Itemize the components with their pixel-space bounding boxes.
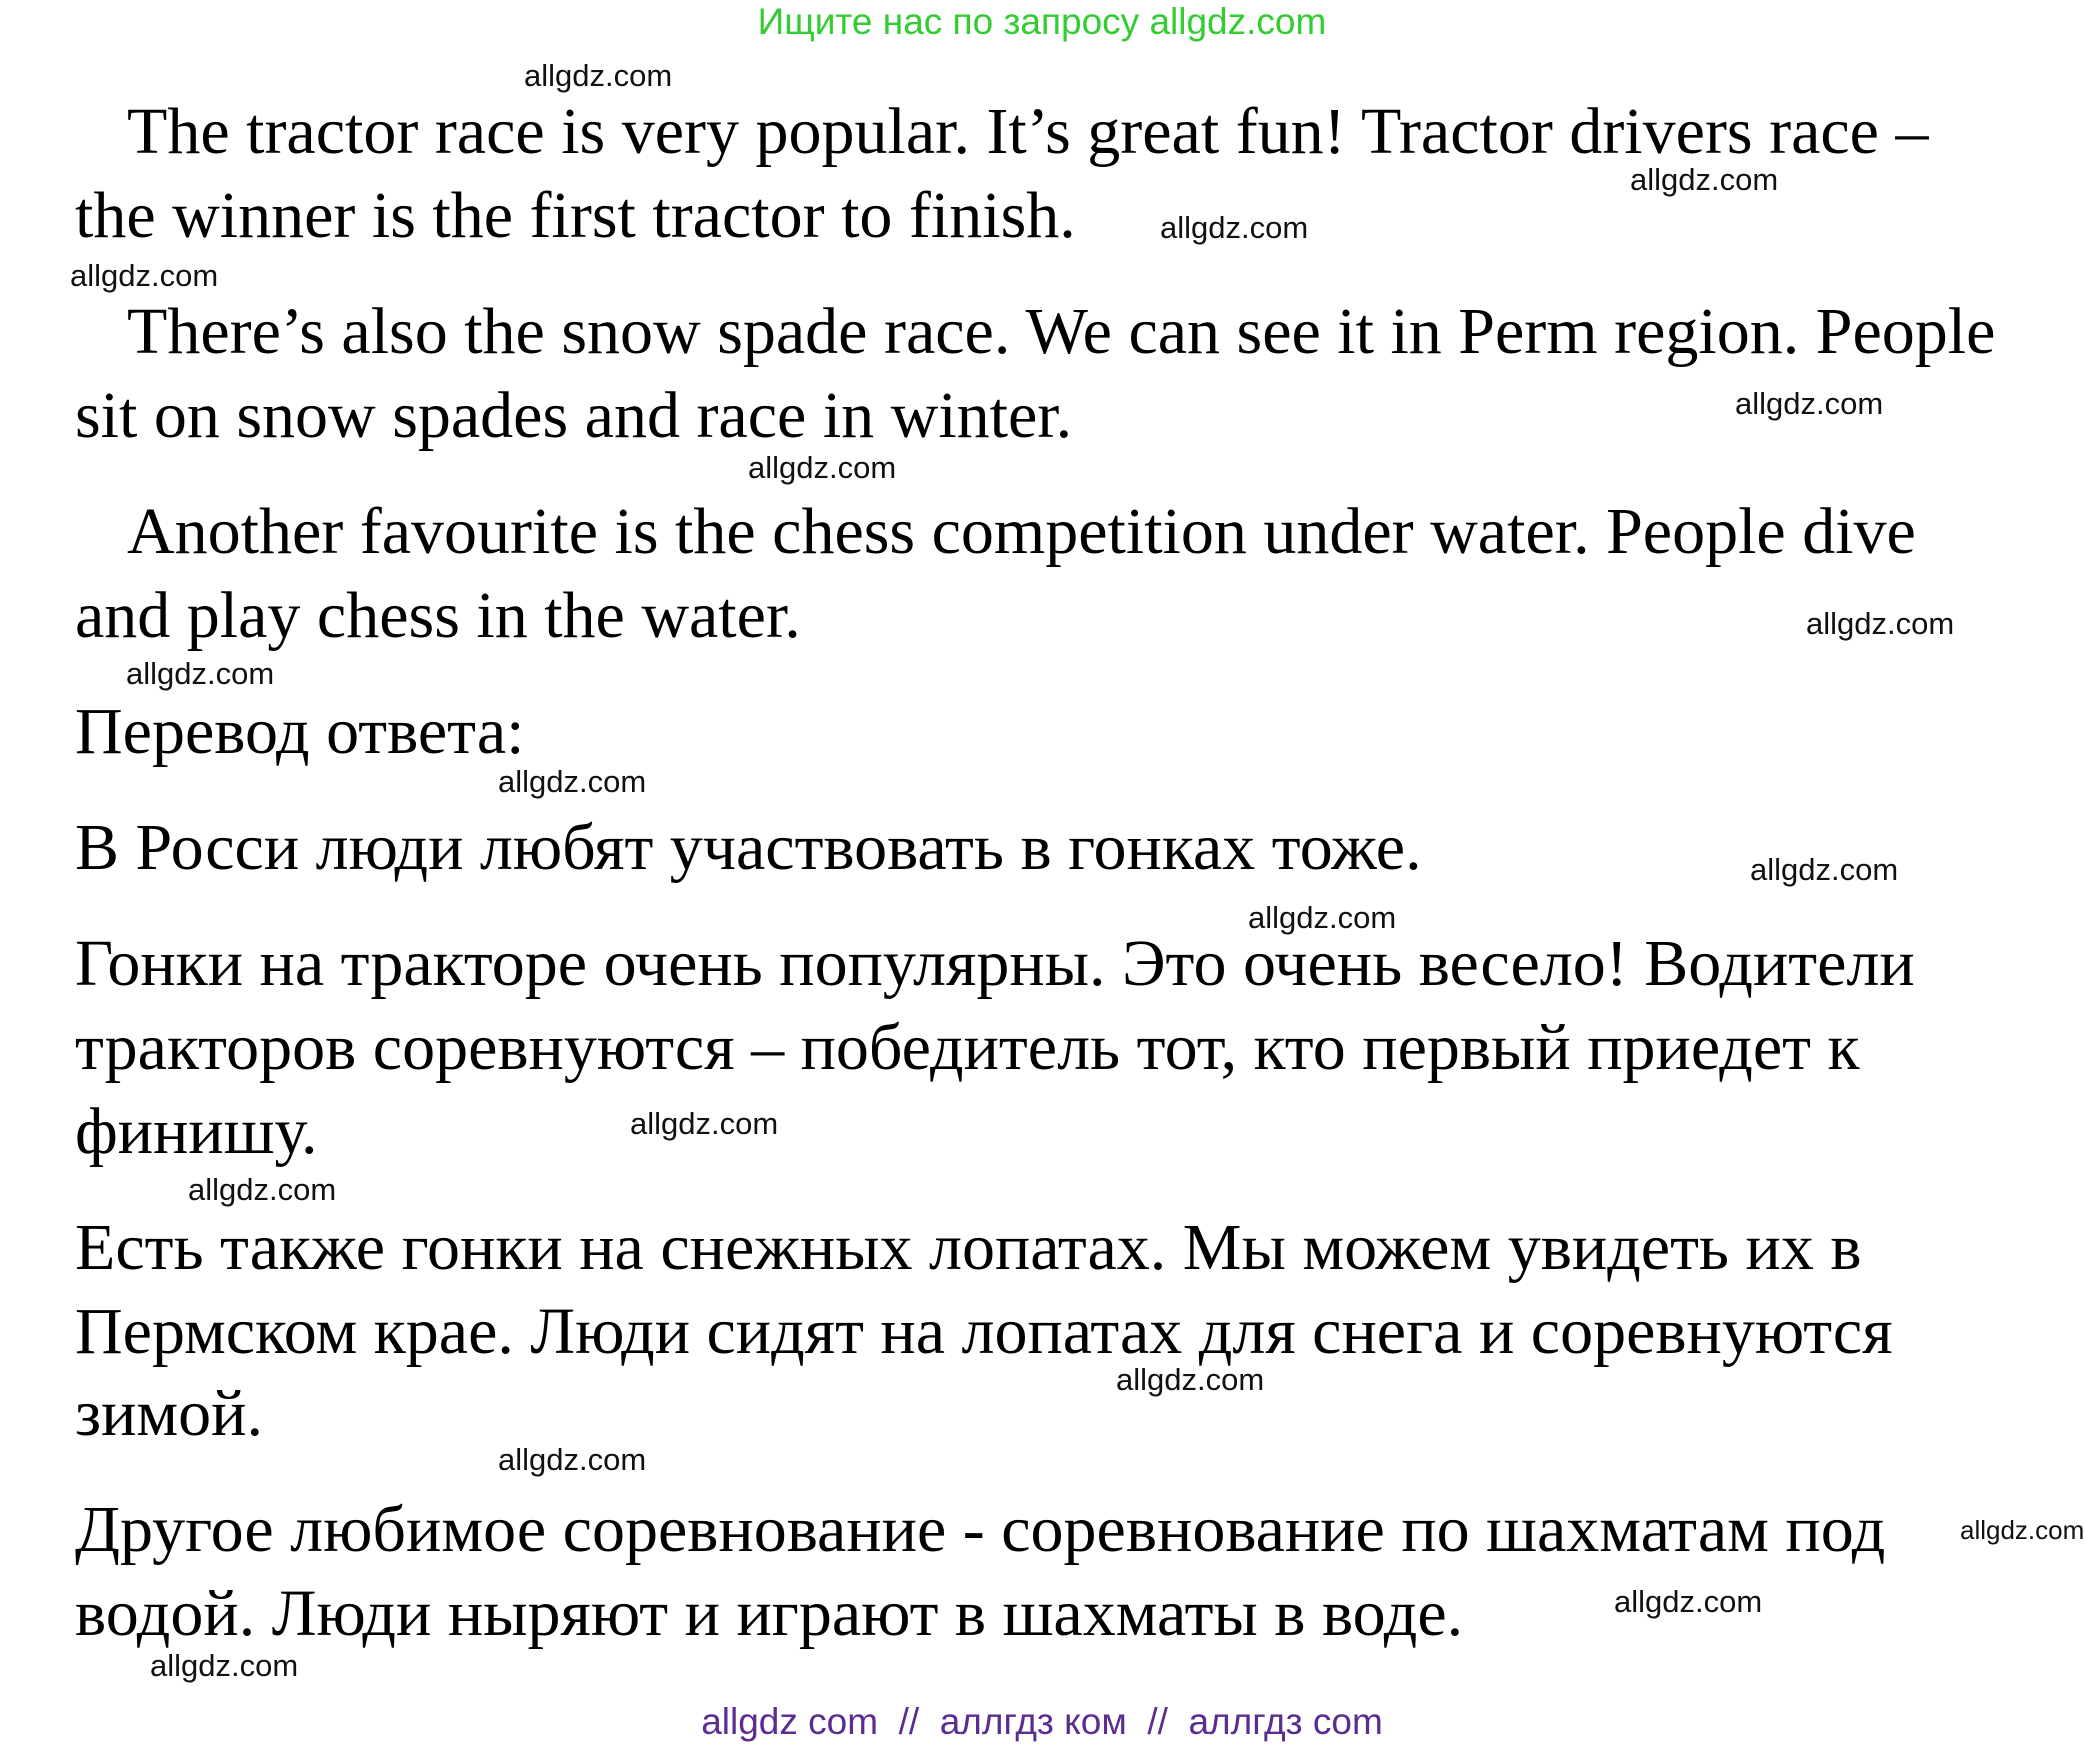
translation-line-4: финишу. bbox=[75, 1095, 318, 1168]
watermark: allgdz.com bbox=[1750, 852, 1899, 887]
watermark: allgdz.com bbox=[1806, 606, 1955, 641]
watermark: allgdz.com bbox=[70, 258, 219, 293]
watermark: allgdz.com bbox=[1630, 162, 1779, 197]
translation-line-1: В Росси люди любят участвовать в гонках тоже. bbox=[75, 811, 1422, 884]
watermark: allgdz.com bbox=[126, 656, 275, 691]
watermark: allgdz.com bbox=[524, 58, 673, 93]
watermark: allgdz.com bbox=[1960, 1515, 2084, 1545]
english-line-1: The tractor race is very popular. It’s great fun! Tractor drivers race – bbox=[127, 95, 1929, 168]
watermark: allgdz.com bbox=[1116, 1362, 1265, 1397]
english-line-6: and play chess in the water. bbox=[75, 579, 801, 652]
translation-line-5: Есть также гонки на снежных лопатах. Мы можем увидеть их в bbox=[75, 1211, 1862, 1284]
watermark: allgdz.com bbox=[1248, 900, 1397, 935]
watermark: allgdz.com bbox=[1735, 386, 1884, 421]
translation-line-2: Гонки на тракторе очень популярны. Это очень весело! Водители bbox=[75, 927, 1915, 1000]
translation-line-9: водой. Люди ныряют и играют в шахматы в воде. bbox=[75, 1577, 1464, 1650]
english-line-5: Another favourite is the chess competition under water. People dive bbox=[127, 495, 1916, 568]
watermark: allgdz.com bbox=[498, 1442, 647, 1477]
watermark: allgdz.com bbox=[188, 1172, 337, 1207]
translation-line-6: Пермском крае. Люди сидят на лопатах для снега и соревнуются bbox=[75, 1295, 1893, 1368]
english-line-4: sit on snow spades and race in winter. bbox=[75, 379, 1073, 452]
watermark: allgdz.com bbox=[1160, 210, 1309, 245]
watermark: allgdz.com bbox=[630, 1106, 779, 1141]
translation-heading: Перевод ответа: bbox=[75, 695, 525, 768]
watermark: allgdz.com bbox=[1614, 1584, 1763, 1619]
english-line-3: There’s also the snow spade race. We can see it in Perm region. People bbox=[127, 295, 1996, 368]
translation-line-7: зимой. bbox=[75, 1377, 263, 1450]
english-line-2: the winner is the first tractor to finish. bbox=[75, 179, 1076, 252]
watermark: allgdz.com bbox=[150, 1648, 299, 1683]
footer-note: allgdz com // аллгдз ком // аллгдз com bbox=[701, 1701, 1383, 1742]
watermark: allgdz.com bbox=[498, 764, 647, 799]
watermark: allgdz.com bbox=[748, 450, 897, 485]
search-note: Ищите нас по запросу allgdz.com bbox=[757, 1, 1327, 42]
translation-line-8: Другое любимое соревнование - соревнование по шахматам под bbox=[75, 1493, 1886, 1566]
translation-line-3: тракторов соревнуются – победитель тот, кто первый приедет к bbox=[75, 1011, 1860, 1084]
